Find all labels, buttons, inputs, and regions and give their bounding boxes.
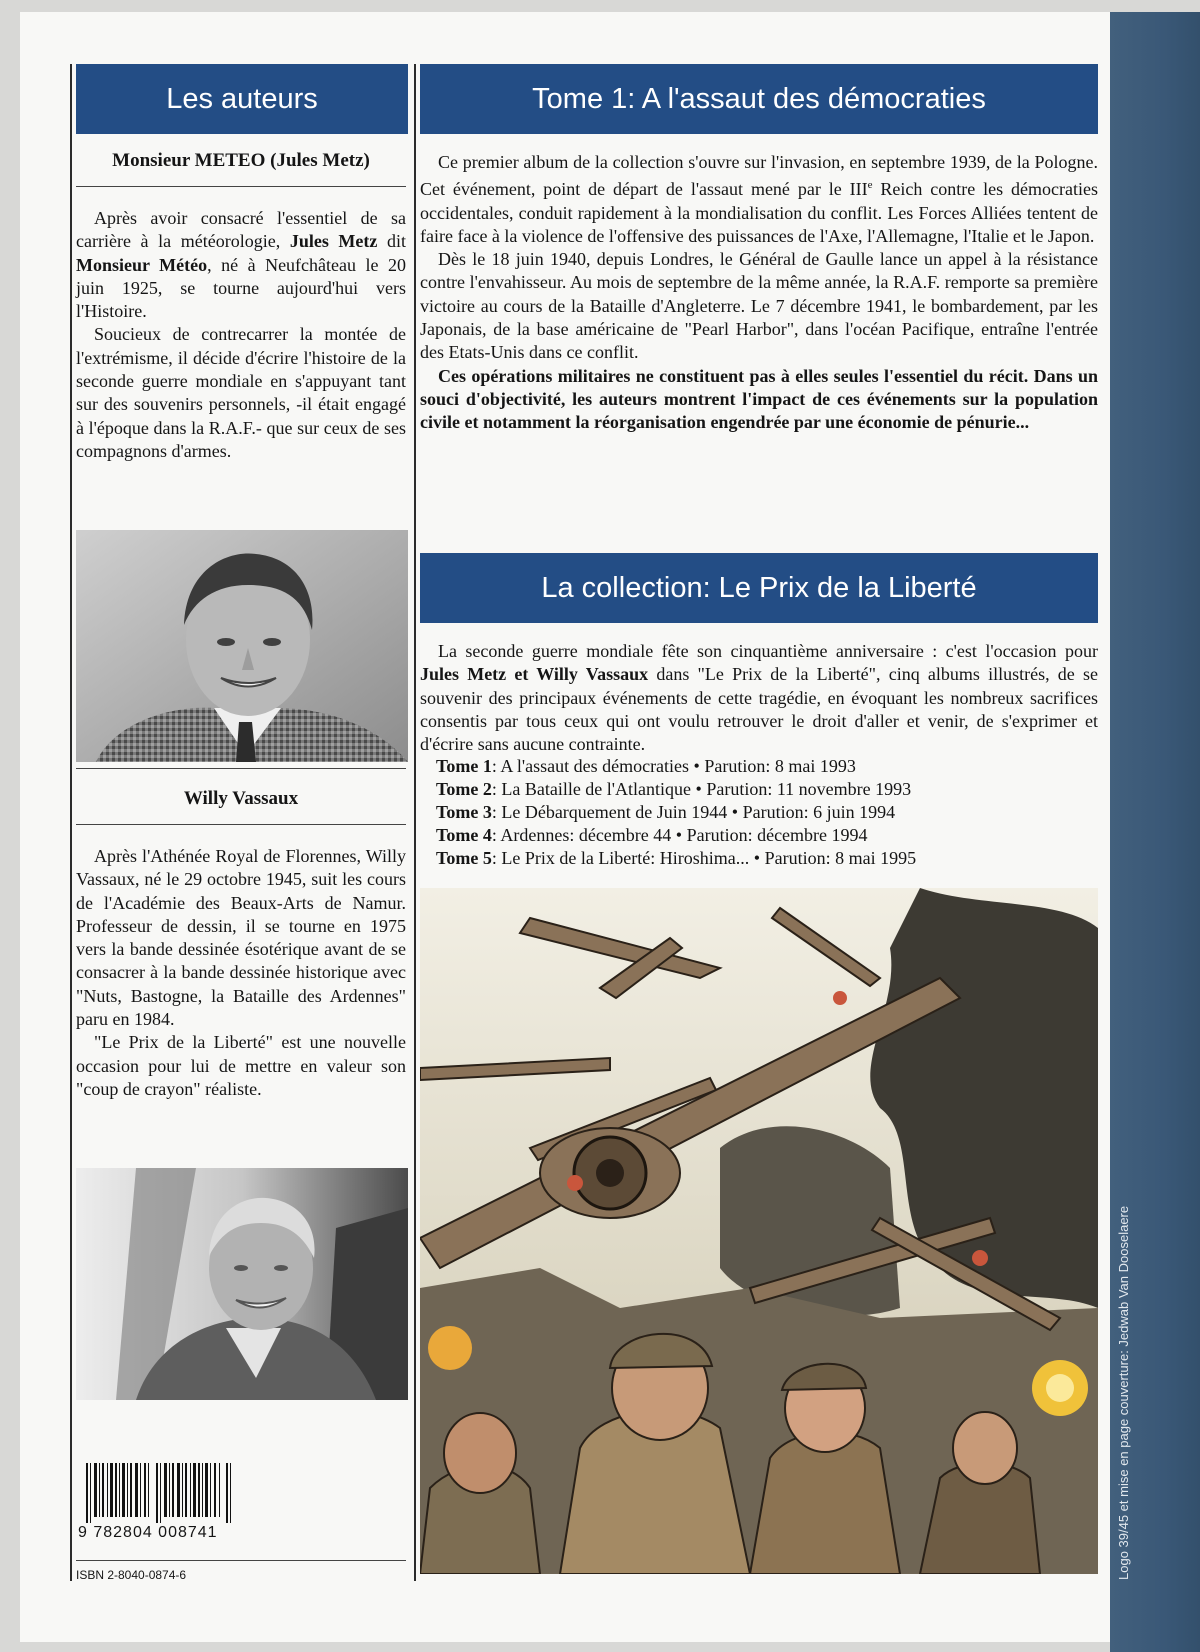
comic-illustration: [420, 888, 1098, 1574]
photo-jules-metz: [76, 530, 408, 762]
author2-rule-top: [76, 768, 406, 769]
tome-item: Tome 1: A l'assaut des démocraties • Parution: 8 mai 1993: [436, 756, 856, 776]
spine-credit: Logo 39/45 et mise en page couverture: Jedwab Van Dooselaere: [1116, 1205, 1131, 1580]
tomes-list: [436, 755, 1076, 870]
tome1-text: Ce premier album de la collection s'ouvre sur l'invasion, en septembre 1939, de la Pologne. Cet événement, point de départ de l'assaut mené par le IIIe Reich contre les démocraties occidentales, conduit rapidement à la mondialisation du conflit. Les Forces Alliées tentent de faire face à la violence de l'offensive des puissances de l'Axe, l'Allemagne, l'Italie et le Japon. Dès le 18 juin 1940, depuis Londres, le Général de Gaulle lance un appel à la résistance contre l'envahisseur. Au mois de septembre de la même année, la R.A.F. remporte sa première victoire au cours de la Bataille d'Angleterre. Le 7 décembre 1941, le bombardement, par les Japonais, de la base américaine de "Pearl Harbor", dans l'océan Pacifique, entraîne l'entrée des Etats-Unis dans ce conflit. Ces opérations militaires ne constituent pas à elles seules l'essentiel du récit. Dans un souci d'objectivité, les auteurs montrent l'impact de ces événements sur la population civile et notamment la réorganisation engendrée par une économie de pénurie...: [420, 152, 1099, 433]
author2-bio: Après l'Athénée Royal de Florennes, Willy Vassaux, né le 29 octobre 1945, suit les cours de l'Académie des Beaux-Arts de Namur. Professeur de dessin, il se tourne en 1975 vers la bande dessinée ésotérique avant de se consacrer à la bande dessinée historique avec "Nuts, Bastogne, la Bataille des Ardennes" paru en 1984. "Le Prix de la Liberté" est une nouvelle occasion pour lui de mettre en valeur son "coup de crayon" réaliste.: [76, 846, 406, 1099]
photo-willy-vassaux: [76, 1168, 408, 1400]
author2-name: Willy Vassaux: [183, 788, 299, 809]
isbn: ISBN 2-8040-0874-6: [76, 1568, 187, 1582]
author1-name: Monsieur METEO (Jules Metz): [112, 150, 370, 171]
left-border: [70, 64, 72, 1581]
isbn-rule: [76, 1560, 406, 1561]
barcode: [86, 1463, 236, 1523]
tome-item: Tome 2: La Bataille de l'Atlantique • Parution: 11 novembre 1993: [436, 779, 912, 799]
header-tome1: Tome 1: A l'assaut des démocraties: [420, 64, 1098, 134]
author1-rule: [76, 186, 406, 187]
author1-bio: Après avoir consacré l'essentiel de sa carrière à la météorologie, Jules Metz dit Monsieur Météo, né à Neufchâteau le 20 juin 1925, se tourne aujourd'hui vers l'Histoire. Soucieux de contrecarrer la montée de l'extrémisme, il décide d'écrire l'histoire de la seconde guerre mondiale en s'appuyant tant sur des souvenirs personnels, -il était engagé à l'époque dans la R.A.F.- que sur ceux de ses compagnons d'armes.: [76, 208, 406, 461]
author2-rule: [76, 824, 406, 825]
collection-text: La seconde guerre mondiale fête son cinquantième anniversaire : c'est l'occasion pour Jules Metz et Willy Vassaux dans "Le Prix de la Liberté", cinq albums illustrés, de se souvenir des principaux événements de cette tragédie, en évoquant les nombreux sacrifices consentis par tous ceux qui ont voulu retrouver le droit d'aller et venir, de s'exprimer et d'écrire sans aucune contrainte.: [420, 641, 1098, 755]
tome-item: Tome 3: Le Débarquement de Juin 1944 • Parution: 6 juin 1994: [436, 802, 896, 822]
tome-item: Tome 4: Ardennes: décembre 44 • Parution: décembre 1994: [436, 825, 868, 845]
header-collection: La collection: Le Prix de la Liberté: [420, 553, 1098, 623]
barcode-number: 9 782804 008741: [78, 1524, 218, 1541]
header-authors: Les auteurs: [76, 64, 408, 134]
column-divider: [414, 64, 416, 1581]
tome-item: Tome 5: Le Prix de la Liberté: Hiroshima... • Parution: 8 mai 1995: [436, 848, 917, 868]
